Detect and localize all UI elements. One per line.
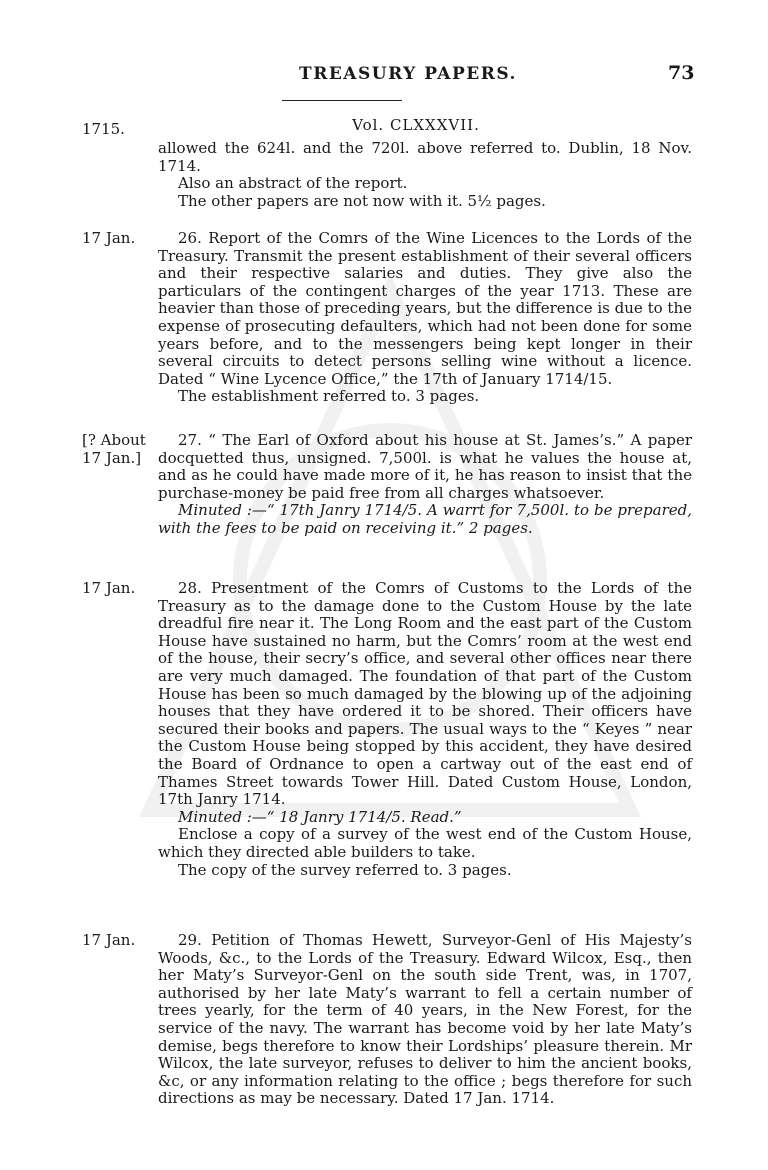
entry-text: 27. “ The Earl of Oxford about his house at St. James’s.” A paper docquetted thus, unsigned. 7,500l. is what he values the house at, and as he could have made more of it, he has reason to insist that the purchase-money be paid free from all charges whatsoever. (158, 431, 692, 502)
entry-date: 17 Jan. (82, 229, 136, 247)
entry-29 (158, 932, 692, 1108)
volume-heading: Vol. CLXXXVII. (352, 116, 480, 134)
running-title: TREASURY PAPERS. (299, 64, 517, 84)
carryover-note: The other papers are not now with it. 5½ pages. (178, 191, 546, 210)
entry-28 (158, 580, 692, 879)
entry-date: [? About 17 Jan.] (82, 431, 146, 467)
entry-minuted: Minuted :—“ 18 Janry 1714/5. Read.” (178, 807, 462, 826)
carryover-line: allowed the 624l. and the 720l. above referred to. Dublin, 18 Nov. 1714. (158, 139, 692, 175)
carryover-abstract: Also an abstract of the report. (178, 174, 408, 193)
margin-year: 1715. (82, 120, 125, 138)
page-number: 73 (668, 62, 695, 84)
entry-27 (158, 432, 692, 538)
header-rule (282, 100, 402, 101)
entry-date: 17 Jan. (82, 931, 136, 949)
entry-enclose: Enclose a copy of a survey of the west end of the Custom House, which they directed able builders to take. (158, 825, 692, 861)
entry-note: Minuted :—“ 17th Janry 1714/5. A warrt for 7,500l. to be prepared, with the fees to be paid on receiving it.” 2 pages. (158, 501, 692, 537)
entry-text: 28. Presentment of the Comrs of Customs to the Lords of the Treasury as to the damage done to the Custom House by the late dreadful fire near it. The Long Room and the east part of the Custom House have sustained no harm, but the Comrs’ room at the west end of the house, their secry’s office, and several other offices near there are very much damaged. The foundation of that part of the Custom House has been so much damaged by the blowing up of the adjoining houses that they have ordered it to be shored. Their officers have secured their books and papers. The usual ways to the “ Keyes ” near the Custom House being stopped by this accident, they have desired the Board of Ordnance to open a cartway out of the east end of Thames Street towards Tower Hill. Dated Custom House, London, 17th Janry 1714. (158, 579, 692, 809)
entry-text: 26. Report of the Comrs of the Wine Licences to the Lords of the Treasury. Transmit the present establishment of their several officers and their respective salaries and duties. They give also the particulars of the contingent charges of the year 1713. These are heavier than those of preceding years, but the difference is due to the expense of prosecuting defaulters, which had not been done for some years before, and to the messengers being kept longer in their several circuits to detect persons selling wine without a licence. Dated “ Wine Lycence Office,” the 17th of January 1714/15. (158, 229, 692, 388)
carryover-block (158, 140, 692, 210)
entry-note: The establishment referred to. 3 pages. (178, 387, 480, 406)
entry-date: 17 Jan. (82, 579, 136, 597)
entry-text: 29. Petition of Thomas Hewett, Surveyor-Genl of His Majesty’s Woods, &c., to the Lords of the Treasury. Edward Wilcox, Esq., then her Maty’s Surveyor-Genl on the south side Trent, was, in 1707, authorised by her late Maty’s warrant to fell a certain number of trees yearly, for the term of 40 years, in the New Forest, for the service of the navy. The warrant has become void by her late Maty’s demise, begs therefore to know their Lordships’ pleasure therein. Mr Wilcox, the late surveyor, refuses to deliver to him the ancient books, &c, or any information relating to the office ; begs therefore for such directions as may be necessary. Dated 17 Jan. 1714. (158, 931, 692, 1108)
entry-note: The copy of the survey referred to. 3 pages. (178, 860, 512, 879)
entry-26 (158, 230, 692, 406)
